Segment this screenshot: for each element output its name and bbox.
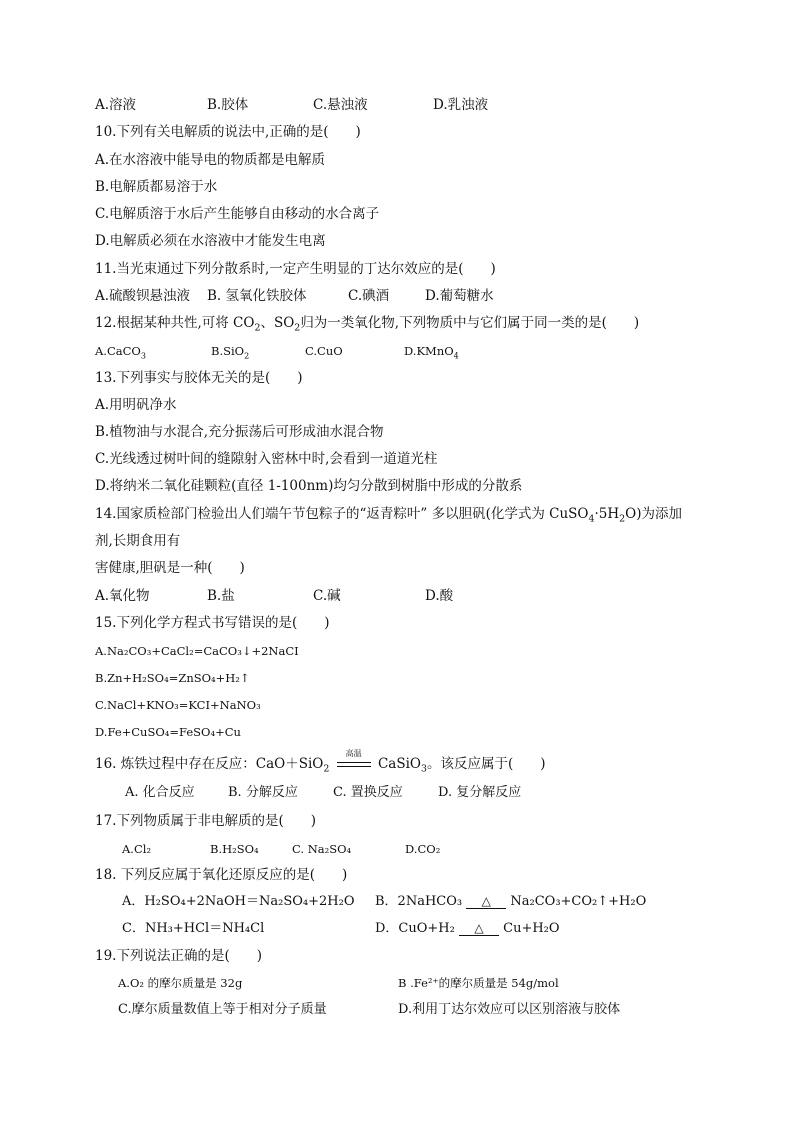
q15-option-b: B.Zn+H₂SO₄=ZnSO₄+H₂↑: [95, 671, 250, 685]
q16-stem-prefix: 16. 炼铁过程中存在反应：CaO＋SiO: [95, 756, 324, 772]
q12-option-c: [305, 342, 343, 360]
q15-option-a: A.Na₂CO₃+CaCl₂=CaCO₃↓+2NaCI: [95, 644, 299, 658]
q15-option-d: D.Fe+CuSO₄=FeSO₄+Cu: [95, 725, 241, 739]
q18-option-b: [375, 893, 646, 911]
q14-option-b: B.盐: [207, 588, 235, 604]
q18-heat-condition-d: [459, 922, 499, 936]
q14-option-a: A.氧化物: [95, 588, 150, 604]
heat-triangle-icon: △: [474, 920, 484, 935]
q10-option-d: D.电解质必须在水溶液中才能发生电离: [95, 233, 326, 249]
q16-product-sub: 3: [420, 763, 427, 775]
q12-option-c-label: C.CuO: [305, 344, 343, 358]
q14-stem-line3: 害健康,胆矾是一种( ): [95, 560, 245, 576]
q18-stem: 18. 下列反应属于氧化还原反应的是( ): [95, 867, 348, 883]
q12-option-b-sub: 2: [244, 351, 250, 361]
q14-sub-4: 4: [588, 513, 595, 525]
q19-option-b: B .Fe²⁺的摩尔质量是 54g/mol: [398, 976, 559, 990]
q16-condition: 高温: [345, 749, 362, 758]
q16-stem-suffix: 。该反应属于( ): [426, 756, 546, 772]
q12-stem-prefix: 12.根据某种共性,可将 CO: [95, 315, 255, 331]
q14-stem-line2: 剂,长期食用有: [95, 533, 181, 549]
q16-stem: [95, 749, 546, 775]
q16-product: CaSiO: [377, 756, 421, 772]
q18-option-c: C．NH₃+HCl＝NH₄Cl: [122, 921, 265, 936]
q10-stem: 10.下列有关电解质的说法中,正确的是( ): [95, 124, 361, 140]
q17-option-c: C. Na₂SO₄: [292, 842, 352, 856]
q12-stem-mid: 、SO: [260, 315, 295, 331]
q13-option-c: C.光线透过树叶间的缝隙射入密林中时,会看到一道道光柱: [95, 451, 438, 467]
q11-option-d: D.葡萄糖水: [425, 288, 494, 304]
q17-option-d: D.CO₂: [405, 842, 441, 856]
q14-option-d: D.酸: [425, 588, 454, 604]
q15-option-c: C.NaCl+KNO₃=KCI+NaNO₃: [95, 698, 261, 712]
q12-option-b-label: B.SiO: [211, 344, 245, 358]
q12-option-a: [95, 342, 146, 360]
q18-option-d-right: Cu+H₂O: [503, 921, 560, 936]
q9-option-b: B.胶体: [207, 97, 249, 113]
q17-option-b: B.H₂SO₄: [210, 842, 259, 856]
q12-option-d-sub: 4: [453, 351, 459, 361]
q18-option-a: A．H₂SO₄+2NaOH＝Na₂SO₄+2H₂O: [122, 894, 355, 909]
q10-option-a: A.在水溶液中能导电的物质都是电解质: [95, 152, 326, 168]
q12-option-b: [211, 342, 249, 360]
q18-option-d: [375, 920, 560, 938]
q14-stem-tail: ·5H: [594, 506, 620, 522]
q12-option-d: [404, 342, 459, 360]
q12-option-a-label: A.CaCO: [95, 344, 141, 358]
q18-option-b-left: B．2NaHCO₃: [375, 894, 463, 909]
q13-option-a: A.用明矾净水: [95, 397, 177, 413]
q12-sub-b: 2: [294, 322, 301, 334]
q17-option-a: A.Cl₂: [122, 842, 152, 856]
q12-option-a-sub: 3: [140, 351, 146, 361]
q10-option-c: C.电解质溶于水后产生能够自由移动的水合离子: [95, 206, 380, 222]
q16-option-c: C. 置换反应: [333, 785, 403, 800]
q14-stem-part1: 14.国家质检部门检验出人们端午节包粽子的“返青粽叶” 多以胆矾(化学式为 CuSO: [95, 506, 589, 522]
q14-option-c: C.碱: [313, 588, 341, 604]
q16-option-d: D. 复分解反应: [438, 785, 522, 800]
q14-sub-2: 2: [619, 513, 626, 525]
q19-option-a: A.O₂ 的摩尔质量是 32g: [118, 976, 243, 990]
q13-option-b: B.植物油与水混合,充分振荡后可形成油水混合物: [95, 424, 384, 440]
q16-reaction-arrow: [334, 749, 374, 773]
q12-option-d-label: D.KMnO: [404, 344, 454, 358]
q14-stem-end: O)为添加: [625, 506, 682, 522]
q9-option-d: D.乳浊液: [433, 97, 489, 113]
q15-stem: 15.下列化学方程式书写错误的是( ): [95, 615, 330, 631]
q11-option-c: C.碘酒: [348, 288, 390, 304]
q13-stem: 13.下列事实与胶体无关的是( ): [95, 370, 303, 386]
q9-option-a: A.溶液: [95, 97, 137, 113]
q11-option-b: B. 氢氧化铁胶体: [207, 288, 307, 304]
q19-option-c: C.摩尔质量数值上等于相对分子质量: [118, 1002, 327, 1017]
q11-option-a: A.硫酸钡悬浊液: [95, 288, 191, 304]
q18-option-d-left: D．CuO+H₂: [375, 921, 455, 936]
q19-stem: 19.下列说法正确的是( ): [95, 948, 263, 964]
q12-sub-a: 2: [254, 322, 261, 334]
q16-option-b: B. 分解反应: [228, 785, 298, 800]
q18-option-b-right: Na₂CO₃+CO₂↑+H₂O: [510, 894, 647, 909]
q12-stem-suffix: 归为一类氧化物,下列物质中与它们属于同一类的是( ): [300, 315, 640, 331]
q17-stem: 17.下列物质属于非电解质的是( ): [95, 813, 317, 829]
q11-stem: 11.当光束通过下列分散系时,一定产生明显的丁达尔效应的是( ): [95, 261, 496, 277]
q13-option-d: D.将纳米二氧化硅颗粒(直径 1-100nm)均匀分散到树脂中形成的分散系: [95, 478, 523, 494]
q9-option-c: C.悬浊液: [313, 97, 368, 113]
q19-option-d: D.利用丁达尔效应可以区别溶液与胶体: [398, 1002, 621, 1017]
q18-heat-condition-b: [466, 895, 506, 909]
q12-stem: [95, 314, 639, 332]
q16-option-a: A. 化合反应: [125, 785, 195, 800]
q14-stem-line1: [95, 505, 682, 523]
heat-triangle-icon: △: [481, 893, 491, 908]
q16-sub-2: 2: [323, 763, 330, 775]
q10-option-b: B.电解质都易溶于水: [95, 179, 218, 195]
